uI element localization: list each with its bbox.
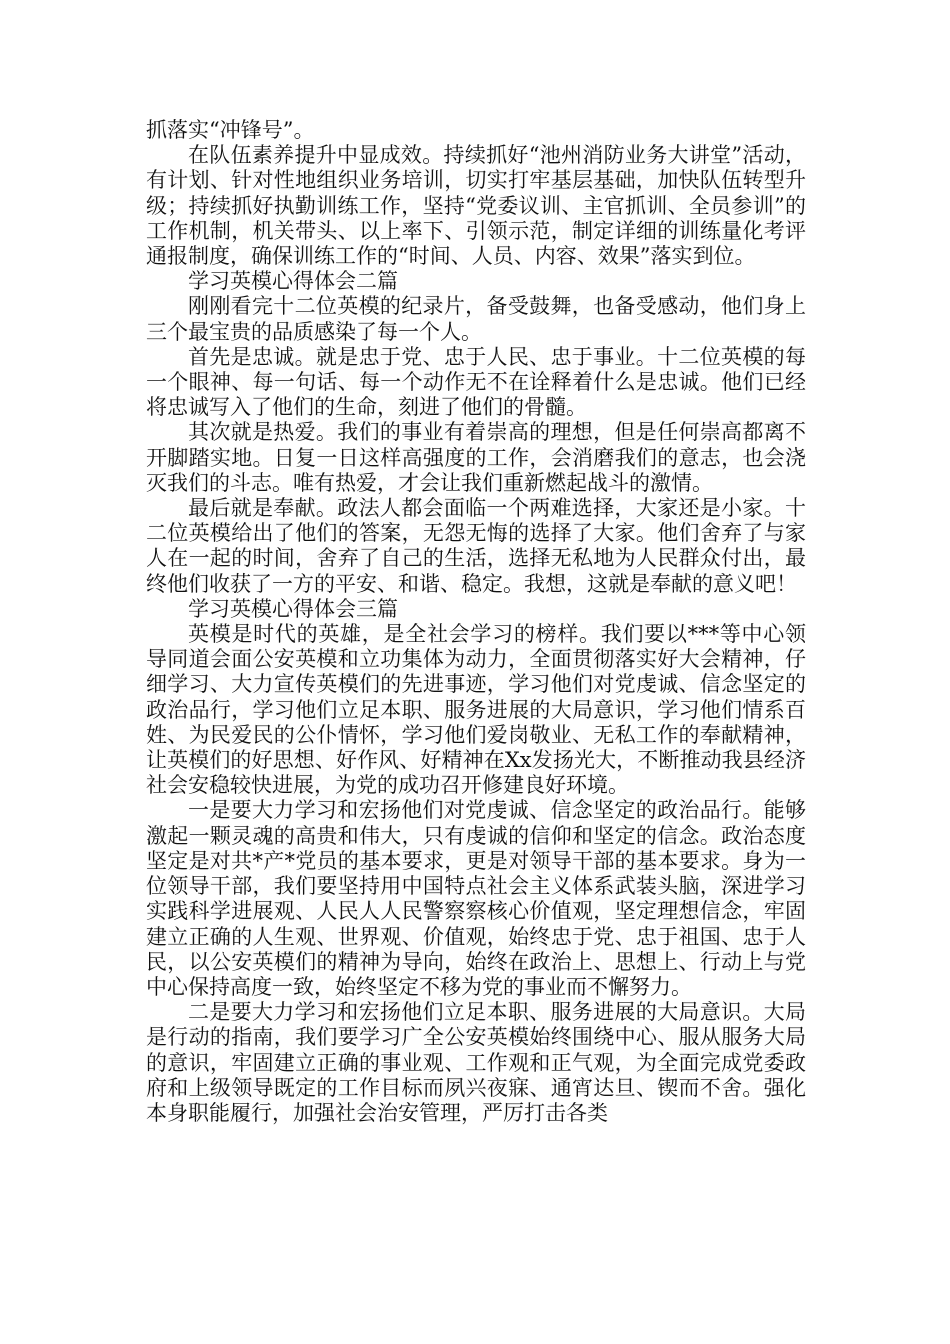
paragraph-intro-3: 英模是时代的英雄，是全社会学习的榜样。我们要以***等中心领导同道会面公安英模和立功集体为动力，全面贯彻落实好大会精神，仔细学习、大力宣传英模们的先进事迹，学习他们对党虔诚、信念坚定的政治品行，学习他们立足本职、服务进展的大局意识，学习他们情系百姓、为民爱民的公仆情怀，学习他们爱岗敬业、无私工作的奉献精神，让英模们的好思想、好作风、好精神在Xx发扬光大，不断推动我县经济社会安稳较快进展，为党的成功召开修建良好环境。 (146, 622, 806, 798)
paragraph-point-1: 一是要大力学习和宏扬他们对党虔诚、信念坚定的政治品行。能够激起一颗灵魂的高贵和伟大，只有虔诚的信仰和坚定的信念。政治态度坚定是对共*产*党员的基本要求，更是对领导干部的基本要求。身为一位领导干部，我们要坚持用中国特点社会主义体系武装头脑，深进学习实践科学进展观、人民人人民警察察核心价值观，坚定理想信念，牢固建立正确的人生观、世界观、价值观，始终忠于党、忠于祖国、忠于人民，以公安英模们的精神为导向，始终在政治上、思想上、行动上与党中心保持高度一致，始终坚定不移为党的事业而不懈努力。 (146, 798, 806, 999)
paragraph-continuation: 抓落实“冲锋号”。 (146, 118, 315, 142)
paragraph-team-quality: 在队伍素养提升中显成效。持续抓好“池州消防业务大讲堂”活动，有计划、针对性地组织业务培训，切实打牢基层基础，加快队伍转型升级；持续抓好执勤训练工作，坚持“党委议训、主官抓训、全员参训”的工作机制，机关带头、以上率下、引领示范，制定详细的训练量化考评通报制度，确保训练工作的“时间、人员、内容、效果”落实到位。 (146, 143, 806, 269)
section-heading-3: 学习英模心得体会三篇 (188, 596, 398, 621)
paragraph-dedication: 最后就是奉献。政法人都会面临一个两难选择，大家还是小家。十二位英模给出了他们的答案，无怨无悔的选择了大家。他们舍弃了与家人在一起的时间，舍弃了自己的生活，选择无私地为人民群众付出，最终他们收获了一方的平安、和谐、稳定。我想，这就是奉献的意义吧！ (146, 496, 806, 596)
paragraph-passion: 其次就是热爱。我们的事业有着崇高的理想，但是任何崇高都离不开脚踏实地。日复一日这样高强度的工作，会消磨我们的意志，也会浇灭我们的斗志。唯有热爱，才会让我们重新燃起战斗的激情。 (146, 420, 806, 495)
section-heading-2: 学习英模心得体会二篇 (188, 269, 398, 294)
paragraph-intro-2: 刚刚看完十二位英模的纪录片，备受鼓舞，也备受感动，他们身上三个最宝贵的品质感染了每一个人。 (146, 294, 806, 344)
document-page (146, 118, 806, 1126)
paragraph-loyalty: 首先是忠诚。就是忠于党、忠于人民、忠于事业。十二位英模的每一个眼神、每一句话、每一个动作无不在诠释着什么是忠诚。他们已经将忠诚写入了他们的生命，刻进了他们的骨髓。 (146, 344, 806, 420)
paragraph-point-2: 二是要大力学习和宏扬他们立足本职、服务进展的大局意识。大局是行动的指南，我们要学习广全公安英模始终围绕中心、服从服务大局的意识，牢固建立正确的事业观、工作观和正气观，为全面完成党委政府和上级领导既定的工作目标而夙兴夜寐、通宵达旦、锲而不舍。强化本身职能履行，加强社会治安管理，严厉打击各类 (146, 1000, 806, 1125)
